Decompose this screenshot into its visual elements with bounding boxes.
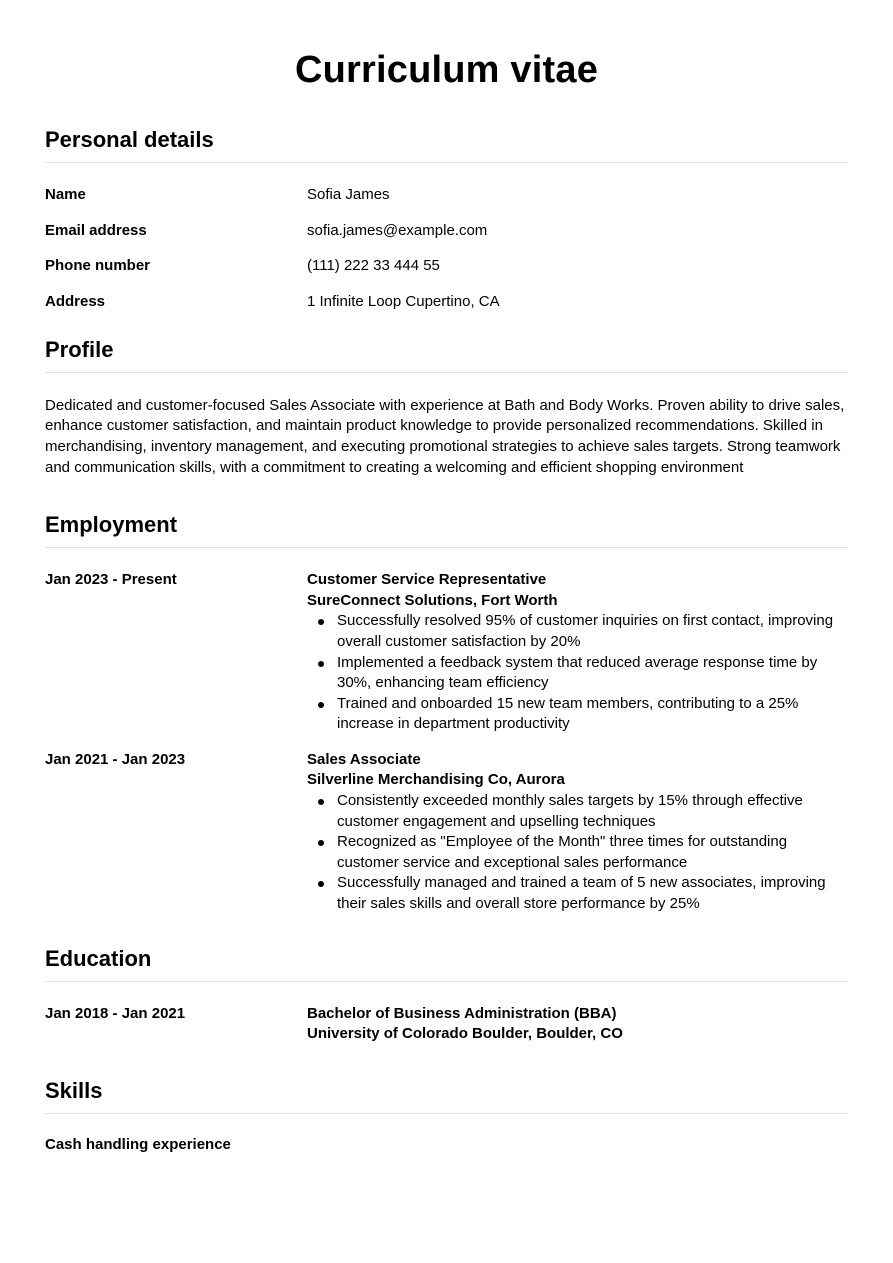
section-heading-education: Education (45, 946, 848, 982)
employment-entry (45, 570, 848, 735)
skills-section (45, 1078, 848, 1156)
profile-summary: Dedicated and customer-focused Sales Associate with experience at Bath and Body Works. Proven ability to drive sales, enhance customer satisfaction, and maintain product knowledge to provide personalized recommendations. Skilled in merchandising, inventory management, and executing promotional strategies to achieve sales targets. Strong teamwork and communication skills, with a commitment to creating a welcoming and efficient shopping environment (45, 396, 845, 476)
achievement-item (337, 611, 848, 652)
employment-section (45, 512, 848, 915)
job-employer: Silverline Merchandising Co, Aurora (307, 771, 565, 789)
achievement-item (337, 653, 848, 694)
achievement-text: Recognized as "Employee of the Month" three times for outstanding customer service and exceptional sales performance (337, 833, 788, 871)
section-heading-employment: Employment (45, 512, 848, 548)
personal-label: Address (45, 293, 106, 311)
job-title: Customer Service Representative (307, 571, 547, 589)
achievement-text: Consistently exceeded monthly sales targets by 15% through effective customer engagement and upselling techniques (337, 792, 803, 830)
personal-row-phone (45, 256, 848, 292)
personal-value: (111) 222 33 444 55 (307, 257, 440, 275)
profile-section (45, 337, 848, 478)
section-heading-skills: Skills (45, 1078, 848, 1114)
achievement-text: Successfully resolved 95% of customer inquiries on first contact, improving overall customer satisfaction by 20% (337, 612, 834, 650)
skill-item: Cash handling experience (45, 1135, 231, 1153)
bullet-icon (318, 661, 324, 667)
bullet-icon (318, 881, 324, 887)
personal-label: Phone number (45, 257, 151, 275)
bullet-icon (318, 840, 324, 846)
section-heading-profile: Profile (45, 337, 848, 373)
achievement-item (337, 694, 848, 735)
personal-value: sofia.james@example.com (307, 221, 488, 239)
bullet-icon (318, 799, 324, 805)
achievement-text: Implemented a feedback system that reduced average response time by 30%, enhancing team efficiency (337, 653, 818, 692)
job-title: Sales Associate (307, 750, 421, 768)
section-heading-personal-details: Personal details (45, 127, 848, 163)
cv-page (45, 0, 848, 1155)
achievement-list (307, 791, 848, 915)
employment-dates: Jan 2023 - Present (45, 571, 177, 589)
personal-value: 1 Infinite Loop Cupertino, CA (307, 293, 500, 311)
employment-details (307, 750, 848, 915)
document-title: Curriculum vitae (294, 49, 599, 91)
school-name: University of Colorado Boulder, Boulder, CO (307, 1025, 623, 1043)
employment-details (307, 570, 848, 735)
education-dates: Jan 2018 - Jan 2021 (45, 1004, 186, 1022)
achievement-item (337, 791, 848, 832)
personal-details-section (45, 127, 848, 328)
personal-row-email (45, 221, 848, 257)
achievement-text: Trained and onboarded 15 new team members, contributing to a 25% increase in department productivity (337, 694, 799, 733)
achievement-text: Successfully managed and trained a team of 5 new associates, improving their sales skills and overall store performance by 25% (337, 874, 826, 913)
degree-name: Bachelor of Business Administration (BBA) (307, 1004, 617, 1022)
bullet-icon (318, 619, 324, 625)
employment-dates: Jan 2021 - Jan 2023 (45, 750, 186, 768)
education-details (307, 1004, 848, 1045)
personal-label: Name (45, 186, 86, 203)
employment-entry (45, 750, 848, 915)
achievement-list (307, 611, 848, 735)
personal-details-list (45, 185, 848, 328)
personal-row-name (45, 185, 848, 221)
achievement-item (337, 832, 848, 873)
personal-label: Email address (45, 221, 147, 239)
personal-value: Sofia James (307, 186, 390, 203)
bullet-icon (318, 702, 324, 708)
personal-row-address (45, 292, 848, 328)
achievement-item (337, 873, 848, 914)
education-section (45, 946, 848, 1045)
education-entry (45, 1004, 848, 1045)
job-employer: SureConnect Solutions, Fort Worth (307, 591, 558, 609)
